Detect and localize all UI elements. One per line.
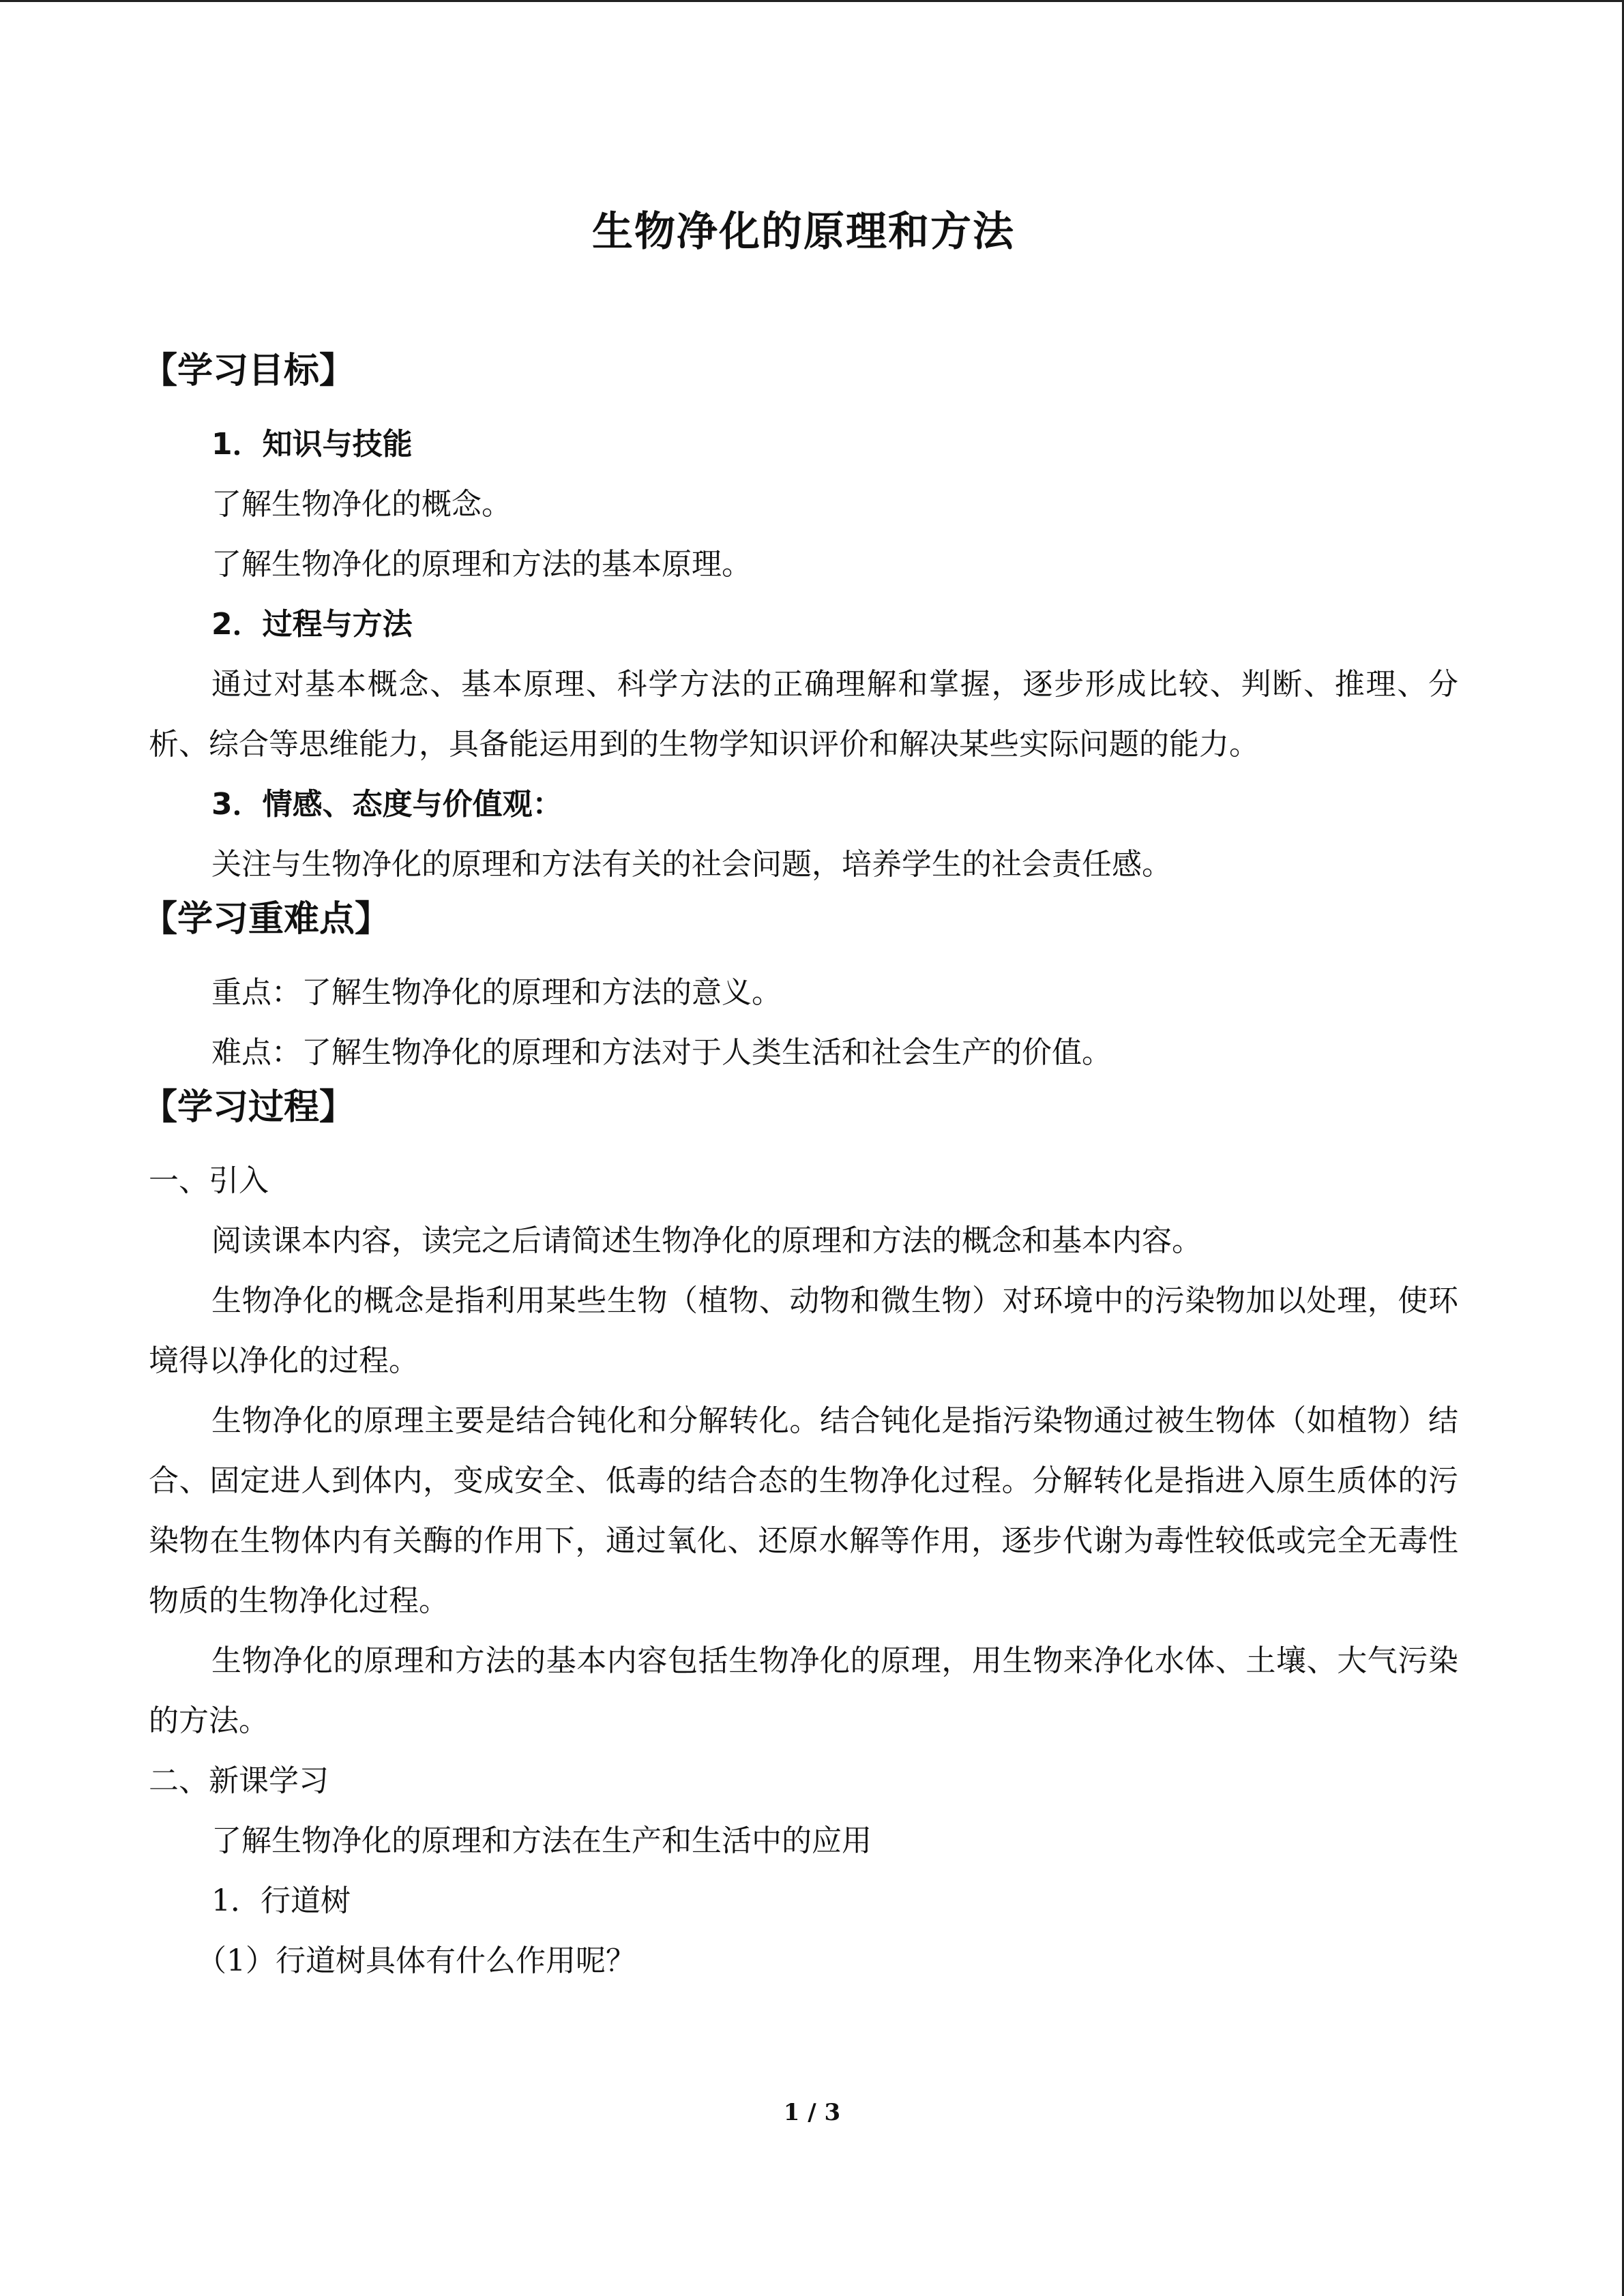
section-process — [142, 1083, 1458, 1991]
document-body — [142, 205, 1458, 1991]
process-heading: 2．过程与方法 — [211, 607, 413, 642]
knowledge-heading: 1．知识与技能 — [211, 427, 413, 462]
knowledge-item: 了解生物净化的概念。 — [211, 487, 512, 522]
emotion-heading: 3．情感、态度与价值观： — [211, 787, 563, 822]
section-heading-process: 【学习过程】 — [142, 1087, 355, 1128]
intro-paragraph: 生物净化的概念是指利用某些生物（植物、动物和微生物）对环境中的污染物加以处理，使环境得以净化的过程。 — [149, 1283, 1458, 1378]
page-number: 1 / 3 — [783, 2099, 841, 2126]
item-question: （1）行道树具体有什么作用呢？ — [196, 1943, 636, 1978]
section-key-points — [142, 895, 1458, 1083]
section-objectives — [142, 346, 1458, 895]
intro-paragraph: 生物净化的原理和方法的基本内容包括生物净化的原理，用生物来净化水体、土壤、大气污染的方法。 — [149, 1643, 1458, 1738]
process-text: 通过对基本概念、基本原理、科学方法的正确理解和掌握，逐步形成比较、判断、推理、分析、综合等思维能力，具备能运用到的生物学知识评价和解决某些实际问题的能力。 — [149, 667, 1458, 762]
intro-paragraph: 生物净化的原理主要是结合钝化和分解转化。结合钝化是指污染物通过被生物体（如植物）结合、固定进人到体内，变成安全、低毒的结合态的生物净化过程。分解转化是指进入原生质体的污染物在生物体内有关酶的作用下，通过氧化、还原水解等作用，逐步代谢为毒性较低或完全无毒性物质的生物净化过程。 — [149, 1403, 1458, 1618]
intro-paragraph: 阅读课本内容，读完之后请简述生物净化的原理和方法的概念和基本内容。 — [211, 1223, 1202, 1258]
emotion-text: 关注与生物净化的原理和方法有关的社会问题，培养学生的社会责任感。 — [211, 847, 1172, 882]
document-title: 生物净化的原理和方法 — [592, 208, 1015, 256]
focus-text: 重点：了解生物净化的原理和方法的意义。 — [211, 975, 782, 1010]
new-lesson-intro: 了解生物净化的原理和方法在生产和生活中的应用 — [211, 1823, 872, 1858]
difficulty-text: 难点：了解生物净化的原理和方法对于人类生活和社会生产的价值。 — [211, 1035, 1112, 1070]
new-lesson-heading: 二、新课学习 — [149, 1763, 329, 1798]
intro-heading: 一、引入 — [149, 1163, 269, 1198]
knowledge-item: 了解生物净化的原理和方法的基本原理。 — [211, 547, 752, 582]
section-heading-key-points: 【学习重难点】 — [142, 899, 391, 940]
item-heading: 1．行道树 — [211, 1883, 351, 1918]
section-heading-objectives: 【学习目标】 — [142, 351, 355, 391]
